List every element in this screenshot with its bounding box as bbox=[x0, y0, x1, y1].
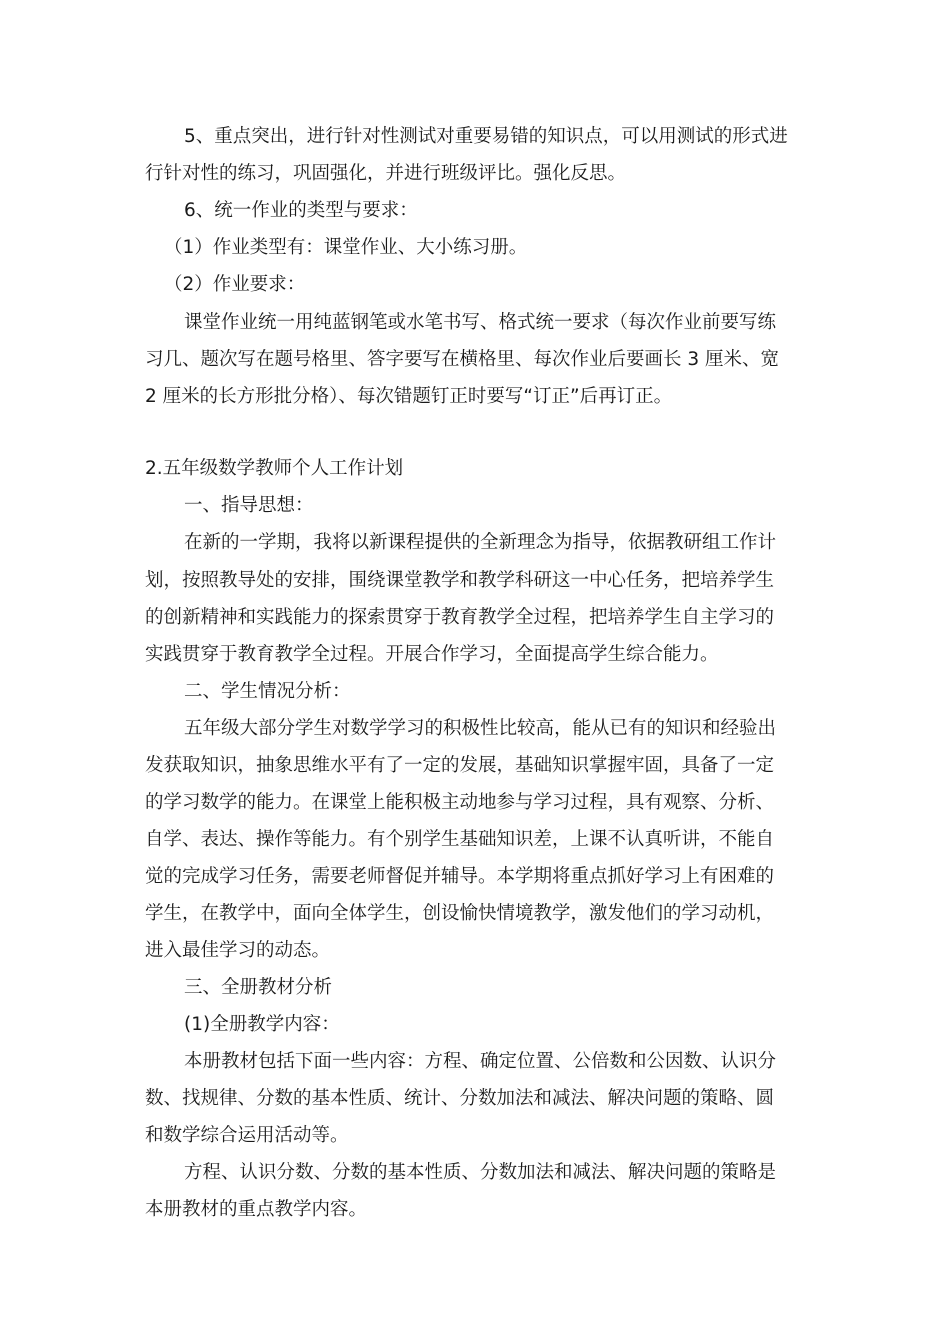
subheading: 一、指导思想： bbox=[184, 495, 314, 516]
paragraph-line: 在新的一学期，我将以新课程提供的全新理念为指导，依据教研组工作计 bbox=[184, 532, 777, 553]
paragraph-line: 觉的完成学习任务，需要老师督促并辅导。本学期将重点抓好学习上有困难的 bbox=[145, 866, 775, 887]
paragraph-line: 数、找规律、分数的基本性质、统计、分数加法和减法、解决问题的策略、圆 bbox=[145, 1088, 775, 1109]
paragraph-line: 的学习数学的能力。在课堂上能积极主动地参与学习过程，具有观察、分析、 bbox=[145, 792, 775, 813]
paragraph-line: 五年级大部分学生对数学学习的积极性比较高，能从已有的知识和经验出 bbox=[184, 718, 777, 739]
subheading: (1)全册教学内容： bbox=[184, 1014, 340, 1035]
section-heading: 2.五年级数学教师个人工作计划 bbox=[145, 458, 404, 479]
paragraph-line: 划，按照教导处的安排，围绕课堂教学和教学科研这一中心任务，把培养学生 bbox=[145, 570, 775, 591]
paragraph-line: 行针对性的练习，巩固强化，并进行班级评比。强化反思。 bbox=[145, 163, 627, 184]
paragraph-line: 本册教材包括下面一些内容：方程、确定位置、公倍数和公因数、认识分 bbox=[184, 1051, 777, 1072]
paragraph-line: （1）作业类型有：课堂作业、大小练习册。 bbox=[164, 237, 528, 258]
paragraph-line: 发获取知识，抽象思维水平有了一定的发展，基础知识掌握牢固，具备了一定 bbox=[145, 755, 775, 776]
paragraph-line: 课堂作业统一用纯蓝钢笔或水笔书写、格式统一要求（每次作业前要写练 bbox=[184, 312, 777, 333]
paragraph-line: 和数学综合运用活动等。 bbox=[145, 1125, 349, 1146]
subheading: 二、学生情况分析： bbox=[184, 681, 351, 702]
paragraph-line: （2）作业要求： bbox=[164, 274, 306, 295]
paragraph-line: 的创新精神和实践能力的探索贯穿于教育教学全过程，把培养学生自主学习的 bbox=[145, 607, 775, 628]
paragraph-line: 5、重点突出，进行针对性测试对重要易错的知识点，可以用测试的形式进 bbox=[184, 126, 788, 147]
paragraph-line: 习几、题次写在题号格里、答字要写在横格里、每次作业后要画长 3 厘米、宽 bbox=[145, 349, 780, 370]
paragraph-line: 2 厘米的长方形批分格）、每次错题钉正时要写“订正”后再订正。 bbox=[145, 386, 673, 407]
paragraph-line: 6、统一作业的类型与要求： bbox=[184, 200, 418, 221]
subheading: 三、全册教材分析 bbox=[184, 977, 333, 998]
paragraph-line: 方程、认识分数、分数的基本性质、分数加法和减法、解决问题的策略是 bbox=[184, 1162, 777, 1183]
paragraph-line: 自学、表达、操作等能力。有个别学生基础知识差，上课不认真听讲，不能自 bbox=[145, 829, 775, 850]
paragraph-line: 进入最佳学习的动态。 bbox=[145, 940, 331, 961]
paragraph-line: 实践贯穿于教育教学全过程。开展合作学习，全面提高学生综合能力。 bbox=[145, 644, 719, 665]
paragraph-line: 本册教材的重点教学内容。 bbox=[145, 1199, 368, 1220]
paragraph-line: 学生，在教学中，面向全体学生，创设愉快情境教学，激发他们的学习动机， bbox=[145, 903, 775, 924]
